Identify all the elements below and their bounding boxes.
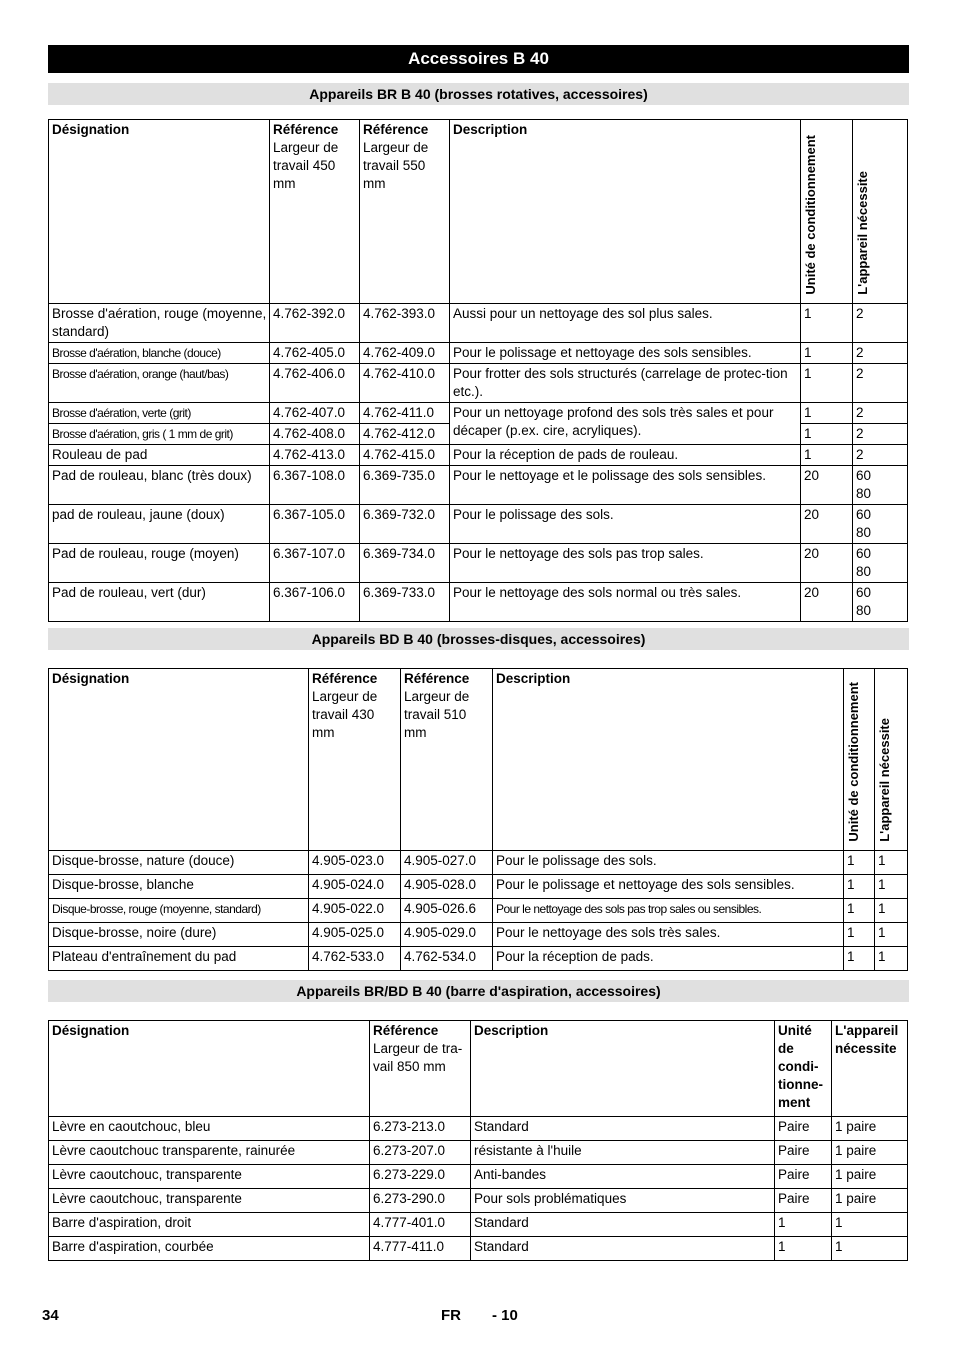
header-description: Description	[493, 669, 844, 851]
table-row	[49, 1165, 908, 1189]
header-unit: Unité de conditionnement	[801, 120, 853, 304]
table-row	[49, 364, 908, 403]
header-unit: Unité de condi-tionne-ment	[775, 1021, 832, 1117]
cell-ref2: 6.369-734.0	[360, 544, 450, 583]
header-required: L'appareil nécessite	[832, 1021, 908, 1117]
cell-ref2: 4.762-534.0	[401, 947, 493, 971]
cell-designation: Plateau d'entraînement du pad	[49, 947, 309, 971]
header-reference-450: Référence Largeur de travail 450 mm	[270, 120, 360, 304]
table-row	[49, 1237, 908, 1261]
table-header-row	[49, 1021, 908, 1117]
header-unit: Unité de conditionnement	[844, 669, 875, 851]
header-reference-430: Référence Largeur de travail 430 mm	[309, 669, 401, 851]
cell-unit: Paire	[775, 1141, 832, 1165]
cell-ref2: 6.369-735.0	[360, 466, 450, 505]
header-reference-550: Référence Largeur de travail 550 mm	[360, 120, 450, 304]
cell-designation: Pad de rouleau, vert (dur)	[49, 583, 270, 622]
header-designation: Désignation	[49, 669, 309, 851]
header-description: Description	[471, 1021, 775, 1117]
table-header-row	[49, 669, 908, 851]
table-bd-accessories	[48, 668, 908, 971]
cell-ref1: 4.905-022.0	[309, 899, 401, 923]
table-row	[49, 1117, 908, 1141]
table-row	[49, 505, 908, 544]
cell-ref2: 4.762-415.0	[360, 445, 450, 466]
cell-unit: 1	[844, 947, 875, 971]
cell-ref2: 4.905-026.6	[401, 899, 493, 923]
cell-unit: 1	[844, 875, 875, 899]
cell-designation: Pad de rouleau, rouge (moyen)	[49, 544, 270, 583]
cell-description: Standard	[471, 1237, 775, 1261]
cell-unit: 1	[844, 923, 875, 947]
cell-designation: Brosse d'aération, verte (grit)	[49, 403, 270, 424]
footer-language: FR	[441, 1307, 461, 1324]
cell-description: Aussi pour un nettoyage des sol plus sales.	[450, 304, 801, 343]
cell-unit: 1	[801, 403, 853, 424]
cell-ref2: 4.762-393.0	[360, 304, 450, 343]
cell-unit: 20	[801, 583, 853, 622]
cell-required: 60 80	[853, 505, 908, 544]
cell-required: 2	[853, 403, 908, 424]
table-br-accessories	[48, 119, 908, 622]
table-row	[49, 947, 908, 971]
cell-designation: Disque-brosse, rouge (moyenne, standard)	[49, 899, 309, 923]
cell-required: 2	[853, 343, 908, 364]
cell-unit: 20	[801, 505, 853, 544]
cell-unit: 1	[801, 343, 853, 364]
cell-designation: Brosse d'aération, rouge (moyenne, standard)	[49, 304, 270, 343]
table-row	[49, 304, 908, 343]
cell-description: Pour la réception de pads de rouleau.	[450, 445, 801, 466]
page-title: Accessoires B 40	[48, 45, 909, 73]
cell-ref2: 4.905-029.0	[401, 923, 493, 947]
cell-description: Pour le nettoyage et le polissage des sols sensibles.	[450, 466, 801, 505]
cell-designation: Rouleau de pad	[49, 445, 270, 466]
cell-ref: 4.777-411.0	[370, 1237, 471, 1261]
header-designation: Désignation	[49, 1021, 370, 1117]
cell-description: Standard	[471, 1117, 775, 1141]
cell-ref: 6.273-290.0	[370, 1189, 471, 1213]
cell-description: Pour le nettoyage des sols pas trop sales ou sensibles.	[493, 899, 844, 923]
cell-required: 1	[832, 1213, 908, 1237]
cell-ref1: 6.367-107.0	[270, 544, 360, 583]
table-row	[49, 851, 908, 875]
table-row	[49, 403, 908, 424]
cell-ref2: 4.762-412.0	[360, 424, 450, 445]
cell-designation: Lèvre caoutchouc, transparente	[49, 1189, 370, 1213]
cell-ref2: 4.762-409.0	[360, 343, 450, 364]
cell-ref: 6.273-229.0	[370, 1165, 471, 1189]
header-reference-510: Référence Largeur de travail 510 mm	[401, 669, 493, 851]
cell-ref1: 4.762-408.0	[270, 424, 360, 445]
cell-required: 1 paire	[832, 1189, 908, 1213]
cell-unit: 1	[844, 851, 875, 875]
cell-ref1: 6.367-106.0	[270, 583, 360, 622]
cell-description: Pour un nettoyage profond des sols très sales et pour décaper (p.ex. cire, acryliques).	[450, 403, 801, 445]
cell-required: 1	[875, 875, 908, 899]
cell-required: 2	[853, 445, 908, 466]
cell-designation: Pad de rouleau, blanc (très doux)	[49, 466, 270, 505]
cell-required: 1 paire	[832, 1141, 908, 1165]
cell-required: 2	[853, 304, 908, 343]
header-required: L'appareil nécessite	[853, 120, 908, 304]
cell-description: Pour frotter des sols structurés (carrelage de protec-tion etc.).	[450, 364, 801, 403]
cell-ref1: 4.905-025.0	[309, 923, 401, 947]
cell-description: Pour sols problématiques	[471, 1189, 775, 1213]
table-row	[49, 1141, 908, 1165]
cell-designation: Lèvre caoutchouc transparente, rainurée	[49, 1141, 370, 1165]
cell-required: 60 80	[853, 544, 908, 583]
table-row	[49, 445, 908, 466]
cell-required: 60 80	[853, 583, 908, 622]
cell-designation: Brosse d'aération, gris ( 1 mm de grit)	[49, 424, 270, 445]
cell-ref1: 4.762-405.0	[270, 343, 360, 364]
table-row	[49, 899, 908, 923]
cell-designation: Brosse d'aération, blanche (douce)	[49, 343, 270, 364]
section-title-bd: Appareils BD B 40 (brosses-disques, accessoires)	[48, 628, 909, 650]
cell-description: Pour le polissage et nettoyage des sols sensibles.	[493, 875, 844, 899]
cell-ref1: 6.367-108.0	[270, 466, 360, 505]
cell-required: 1	[875, 851, 908, 875]
cell-designation: Disque-brosse, nature (douce)	[49, 851, 309, 875]
header-designation: Désignation	[49, 120, 270, 304]
page-number: 34	[42, 1307, 59, 1324]
cell-designation: Barre d'aspiration, courbée	[49, 1237, 370, 1261]
cell-unit: 1	[844, 899, 875, 923]
cell-required: 60 80	[853, 466, 908, 505]
cell-ref2: 6.369-733.0	[360, 583, 450, 622]
cell-designation: Disque-brosse, blanche	[49, 875, 309, 899]
cell-ref1: 4.762-392.0	[270, 304, 360, 343]
cell-designation: Barre d'aspiration, droit	[49, 1213, 370, 1237]
section-title-br: Appareils BR B 40 (brosses rotatives, accessoires)	[48, 83, 909, 105]
cell-unit: 1	[801, 304, 853, 343]
cell-required: 2	[853, 364, 908, 403]
cell-ref2: 4.762-411.0	[360, 403, 450, 424]
cell-description: Pour le nettoyage des sols très sales.	[493, 923, 844, 947]
cell-ref1: 6.367-105.0	[270, 505, 360, 544]
cell-unit: 1	[775, 1237, 832, 1261]
cell-ref1: 4.762-413.0	[270, 445, 360, 466]
cell-description: Pour le polissage et nettoyage des sols sensibles.	[450, 343, 801, 364]
cell-required: 1 paire	[832, 1117, 908, 1141]
table-row	[49, 923, 908, 947]
cell-unit: Paire	[775, 1117, 832, 1141]
cell-ref2: 4.762-410.0	[360, 364, 450, 403]
cell-ref1: 4.762-407.0	[270, 403, 360, 424]
table-row	[49, 343, 908, 364]
cell-ref2: 4.905-028.0	[401, 875, 493, 899]
cell-description: résistante à l'huile	[471, 1141, 775, 1165]
footer-section-page: - 10	[492, 1307, 518, 1324]
cell-unit: 1	[801, 364, 853, 403]
cell-unit: 1	[775, 1213, 832, 1237]
table-row	[49, 875, 908, 899]
cell-ref2: 4.905-027.0	[401, 851, 493, 875]
cell-required: 1 paire	[832, 1165, 908, 1189]
cell-required: 2	[853, 424, 908, 445]
cell-required: 1	[875, 923, 908, 947]
cell-designation: Brosse d'aération, orange (haut/bas)	[49, 364, 270, 403]
cell-description: Pour le polissage des sols.	[493, 851, 844, 875]
table-row	[49, 583, 908, 622]
cell-description: Pour le nettoyage des sols pas trop sales.	[450, 544, 801, 583]
cell-required: 1	[875, 899, 908, 923]
cell-unit: Paire	[775, 1165, 832, 1189]
table-row	[49, 1189, 908, 1213]
cell-unit: 1	[801, 424, 853, 445]
cell-ref: 6.273-213.0	[370, 1117, 471, 1141]
cell-description: Standard	[471, 1213, 775, 1237]
table-row	[49, 1213, 908, 1237]
cell-ref1: 4.762-406.0	[270, 364, 360, 403]
header-required: L'appareil nécessite	[875, 669, 908, 851]
cell-unit: 20	[801, 466, 853, 505]
cell-unit: 20	[801, 544, 853, 583]
cell-description: Pour le polissage des sols.	[450, 505, 801, 544]
table-row	[49, 544, 908, 583]
cell-unit: Paire	[775, 1189, 832, 1213]
cell-ref: 4.777-401.0	[370, 1213, 471, 1237]
cell-designation: Disque-brosse, noire (dure)	[49, 923, 309, 947]
section-title-squeegee: Appareils BR/BD B 40 (barre d'aspiration, accessoires)	[48, 980, 909, 1002]
cell-ref1: 4.905-023.0	[309, 851, 401, 875]
table-header-row	[49, 120, 908, 304]
cell-designation: pad de rouleau, jaune (doux)	[49, 505, 270, 544]
cell-description: Pour la réception de pads.	[493, 947, 844, 971]
header-reference-850: Référence Largeur de tra-vail 850 mm	[370, 1021, 471, 1117]
cell-required: 1	[832, 1237, 908, 1261]
cell-designation: Lèvre en caoutchouc, bleu	[49, 1117, 370, 1141]
cell-description: Pour le nettoyage des sols normal ou très sales.	[450, 583, 801, 622]
cell-unit: 1	[801, 445, 853, 466]
cell-designation: Lèvre caoutchouc, transparente	[49, 1165, 370, 1189]
header-description: Description	[450, 120, 801, 304]
cell-required: 1	[875, 947, 908, 971]
cell-ref2: 6.369-732.0	[360, 505, 450, 544]
table-row	[49, 466, 908, 505]
table-squeegee-accessories	[48, 1020, 908, 1261]
cell-ref: 6.273-207.0	[370, 1141, 471, 1165]
cell-ref1: 4.762-533.0	[309, 947, 401, 971]
cell-ref1: 4.905-024.0	[309, 875, 401, 899]
cell-description: Anti-bandes	[471, 1165, 775, 1189]
